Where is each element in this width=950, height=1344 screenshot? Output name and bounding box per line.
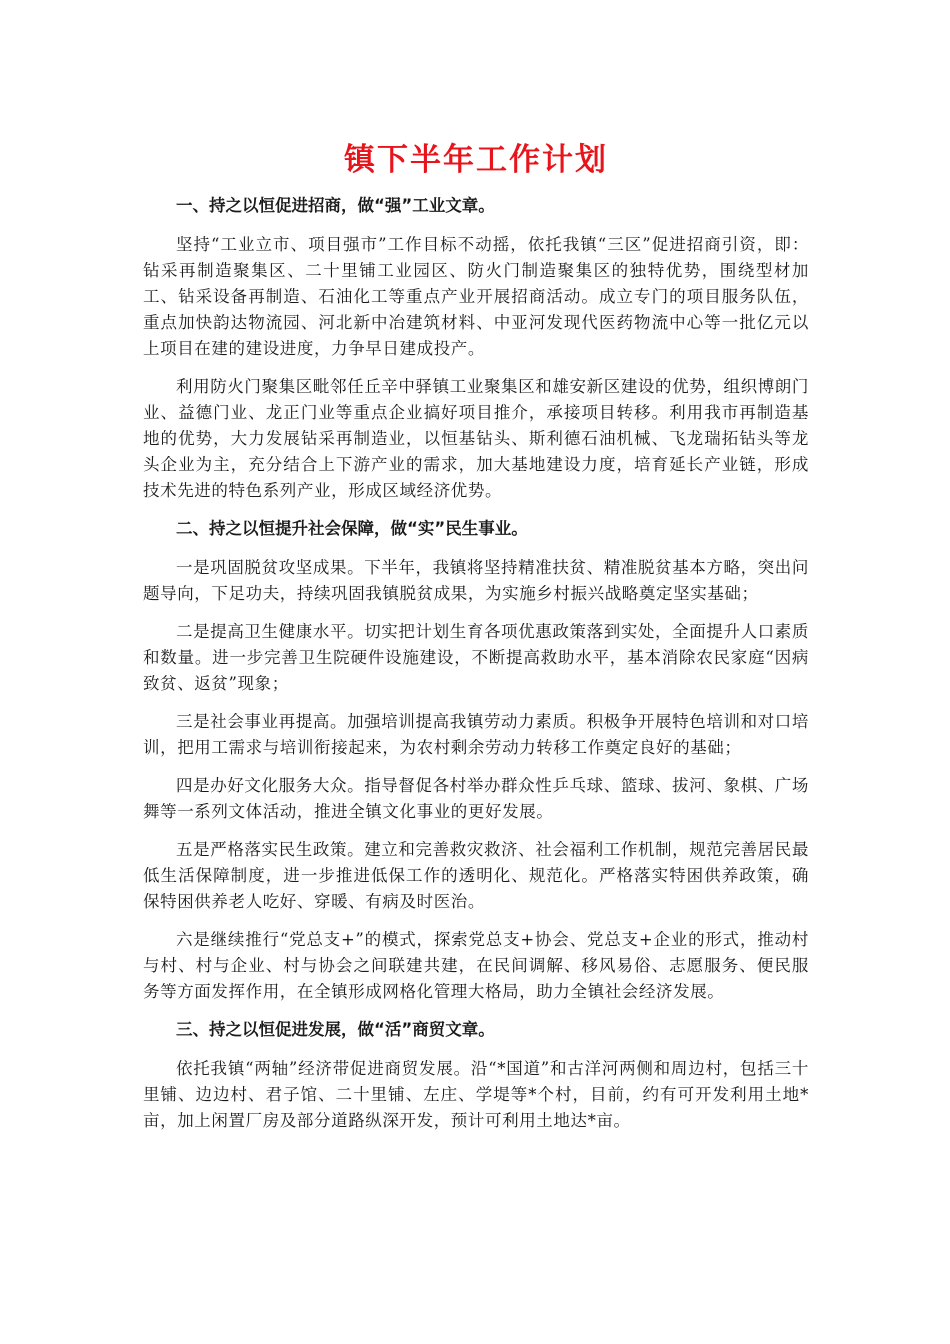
paragraph: 依托我镇“两轴”经济带促进商贸发展。沿“*国道”和古洋河两侧和周边村，包括三十里铺、边边村、君子馆、二十里铺、左庄、学堤等*个村，目前，约有可开发利用土地*亩，加上闲置厂房及部分道路纵深开发，预计可利用土地达*亩。 (143, 1059, 809, 1130)
document-title: 镇下半年工作计划 (344, 142, 608, 178)
paragraph: 三是社会事业再提高。加强培训提高我镇劳动力素质。积极争开展特色培训和对口培训，把用工需求与培训衔接起来，为农村剩余劳动力转移工作奠定良好的基础； (143, 712, 809, 757)
paragraph: 一是巩固脱贫攻坚成果。下半年，我镇将坚持精准扶贫、精准脱贫基本方略，突出问题导向，下足功夫，持续巩固我镇脱贫成果，为实施乡村振兴战略奠定坚实基础； (143, 558, 809, 603)
paragraph: 六是继续推行“党总支+”的模式，探索党总支+协会、党总支+企业的形式，推动村与村、村与企业、村与协会之间联建共建，在民间调解、移风易俗、志愿服务、便民服务等方面发挥作用，在全镇形成网格化管理大格局，助力全镇社会经济发展。 (143, 930, 809, 1001)
paragraph: 坚持“工业立市、项目强市”工作目标不动摇，依托我镇“三区”促进招商引资，即：钻采再制造聚集区、二十里铺工业园区、防火门制造聚集区的独特优势，围绕型材加工、钻采设备再制造、石油化工等重点产业开展招商活动。成立专门的项目服务队伍，重点加快韵达物流园、河北新中冶建筑材料、中亚河发现代医药物流中心等一批亿元以上项目在建的建设进度，力争早日建成投产。 (143, 235, 809, 358)
section-heading: 三、持之以恒促进发展，做“活”商贸文章。 (176, 1020, 495, 1039)
paragraph: 四是办好文化服务大众。指导督促各村举办群众性乒乓球、篮球、拔河、象棋、广场舞等一系列文体活动，推进全镇文化事业的更好发展。 (143, 776, 809, 821)
paragraph: 二是提高卫生健康水平。切实把计划生育各项优惠政策落到实处，全面提升人口素质和数量。进一步完善卫生院硬件设施建设，不断提高救助水平，基本消除农民家庭“因病致贫、返贫”现象； (143, 622, 809, 693)
document-page (143, 135, 809, 1146)
section-heading: 二、持之以恒提升社会保障，做“实”民生事业。 (176, 519, 528, 538)
paragraph: 五是严格落实民生政策。建立和完善救灾救济、社会福利工作机制，规范完善居民最低生活保障制度，进一步推进低保工作的透明化、规范化。严格落实特困供养政策，确保特困供养老人吃好、穿暖、有病及时医治。 (143, 840, 809, 911)
section-heading: 一、持之以恒促进招商，做“强”工业文章。 (176, 196, 495, 215)
paragraph: 利用防火门聚集区毗邻任丘辛中驿镇工业聚集区和雄安新区建设的优势，组织博朗门业、益德门业、龙正门业等重点企业搞好项目推介，承接项目转移。利用我市再制造基地的优势，大力发展钻采再制造业，以恒基钻头、斯利德石油机械、飞龙瑞拓钻头等龙头企业为主，充分结合上下游产业的需求，加大基地建设力度，培育延长产业链，形成技术先进的特色系列产业，形成区域经济优势。 (143, 377, 809, 500)
